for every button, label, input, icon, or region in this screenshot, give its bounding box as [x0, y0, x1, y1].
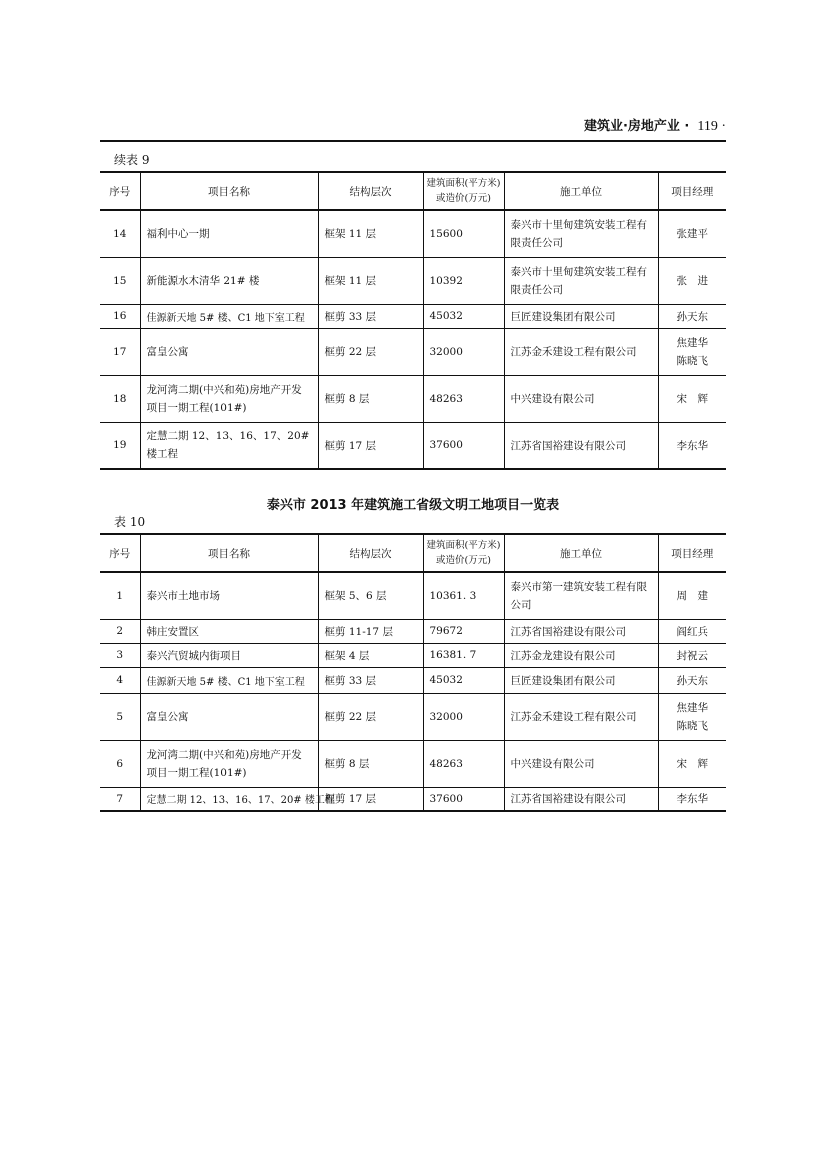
col-header-contractor: 施工单位 [504, 534, 658, 572]
row-structure: 框剪 8 层 [318, 375, 423, 422]
row-manager: 宋 辉 [658, 740, 726, 787]
row-contractor: 江苏省国裕建设有限公司 [504, 422, 658, 469]
row-manager: 孙天东 [658, 304, 726, 328]
table-row [100, 304, 726, 328]
row-manager: 张 进 [658, 257, 726, 304]
row-structure: 框剪 11-17 层 [318, 619, 423, 643]
col-header-area-line1: 建筑面积(平方米) [426, 540, 501, 551]
row-structure: 框剪 17 层 [318, 787, 423, 811]
row-area: 37600 [423, 422, 504, 469]
table10 [100, 533, 726, 812]
row-no: 1 [100, 572, 140, 619]
col-header-structure: 结构层次 [318, 534, 423, 572]
row-structure: 框剪 8 层 [318, 740, 423, 787]
row-name: 泰兴汽贸城内街项目 [140, 643, 318, 667]
row-name: 泰兴市土地市场 [140, 572, 318, 619]
row-structure: 框剪 33 层 [318, 304, 423, 328]
row-manager: 阎红兵 [658, 619, 726, 643]
row-manager-1: 焦建华 [676, 336, 708, 349]
row-contractor: 巨匠建设集团有限公司 [504, 667, 658, 693]
col-header-name: 项目名称 [140, 534, 318, 572]
table-row [100, 257, 726, 304]
row-contractor: 泰兴市十里甸建筑安装工程有限责任公司 [504, 257, 658, 304]
table-row [100, 787, 726, 811]
row-name: 富皇公寓 [140, 693, 318, 740]
row-area: 15600 [423, 210, 504, 257]
row-area: 32000 [423, 328, 504, 375]
row-name: 龙河湾二期(中兴和苑)房地产开发项目一期工程(101#) [140, 740, 318, 787]
row-no: 7 [100, 787, 140, 811]
row-area: 48263 [423, 740, 504, 787]
row-contractor: 江苏金龙建设有限公司 [504, 643, 658, 667]
table9 [100, 171, 726, 470]
col-header-manager: 项目经理 [658, 172, 726, 210]
row-contractor: 中兴建设有限公司 [504, 740, 658, 787]
col-header-structure: 结构层次 [318, 172, 423, 210]
row-manager-2: 陈晓飞 [676, 354, 708, 367]
row-no: 15 [100, 257, 140, 304]
row-contractor: 中兴建设有限公司 [504, 375, 658, 422]
row-structure: 框架 4 层 [318, 643, 423, 667]
row-area: 10392 [423, 257, 504, 304]
row-area: 16381. 7 [423, 643, 504, 667]
row-area: 79672 [423, 619, 504, 643]
row-name: 定慧二期 12、13、16、17、20# 楼工程 [140, 787, 318, 811]
table10-header-row [100, 534, 726, 572]
row-structure: 框剪 22 层 [318, 328, 423, 375]
col-header-area-line2: 或造价(万元) [436, 193, 491, 204]
row-contractor: 江苏金禾建设工程有限公司 [504, 328, 658, 375]
table-row [100, 422, 726, 469]
row-manager-1: 焦建华 [676, 701, 708, 714]
row-no: 4 [100, 667, 140, 693]
col-header-area-line2: 或造价(万元) [436, 555, 491, 566]
row-no: 18 [100, 375, 140, 422]
row-contractor: 江苏金禾建设工程有限公司 [504, 693, 658, 740]
row-manager: 李东华 [658, 787, 726, 811]
row-area: 48263 [423, 375, 504, 422]
row-manager-2: 陈晓飞 [676, 719, 708, 732]
row-manager: 宋 辉 [658, 375, 726, 422]
table10-caption: 表 10 [114, 515, 146, 529]
table-row [100, 572, 726, 619]
row-no: 14 [100, 210, 140, 257]
table-row [100, 740, 726, 787]
table-row [100, 619, 726, 643]
row-manager [658, 693, 726, 740]
row-contractor: 泰兴市第一建筑安装工程有限公司 [504, 572, 658, 619]
row-structure: 框剪 33 层 [318, 667, 423, 693]
row-name: 定慧二期 12、13、16、17、20# 楼工程 [140, 422, 318, 469]
row-contractor: 江苏省国裕建设有限公司 [504, 619, 658, 643]
row-name: 佳源新天地 5# 楼、C1 地下室工程 [140, 667, 318, 693]
col-header-area [423, 534, 504, 572]
row-structure: 框架 11 层 [318, 257, 423, 304]
row-contractor: 巨匠建设集团有限公司 [504, 304, 658, 328]
row-no: 5 [100, 693, 140, 740]
col-header-no: 序号 [100, 534, 140, 572]
row-name: 新能源水木清华 21# 楼 [140, 257, 318, 304]
row-manager: 周 建 [658, 572, 726, 619]
row-no: 6 [100, 740, 140, 787]
row-structure: 框剪 17 层 [318, 422, 423, 469]
row-area: 45032 [423, 304, 504, 328]
row-name: 佳源新天地 5# 楼、C1 地下室工程 [140, 304, 318, 328]
row-no: 17 [100, 328, 140, 375]
table10-title: 泰兴市 2013 年建筑施工省级文明工地项目一览表 [266, 498, 560, 513]
row-manager: 李东华 [658, 422, 726, 469]
row-area: 10361. 3 [423, 572, 504, 619]
table-row [100, 375, 726, 422]
row-manager: 封祝云 [658, 643, 726, 667]
row-structure: 框剪 22 层 [318, 693, 423, 740]
row-no: 3 [100, 643, 140, 667]
col-header-area-line1: 建筑面积(平方米) [426, 178, 501, 189]
row-no: 16 [100, 304, 140, 328]
row-area: 32000 [423, 693, 504, 740]
section-title: 建筑业·房地产业 · [583, 119, 690, 134]
page-number: 119 · [697, 119, 726, 134]
row-manager: 孙天东 [658, 667, 726, 693]
row-manager: 张建平 [658, 210, 726, 257]
table-row [100, 643, 726, 667]
col-header-contractor: 施工单位 [504, 172, 658, 210]
row-name: 富皇公寓 [140, 328, 318, 375]
table9-header-row [100, 172, 726, 210]
row-structure: 框架 11 层 [318, 210, 423, 257]
table-row [100, 328, 726, 375]
row-area: 37600 [423, 787, 504, 811]
table9-caption: 续表 9 [114, 153, 150, 167]
row-manager [658, 328, 726, 375]
col-header-area [423, 172, 504, 210]
row-structure: 框架 5、6 层 [318, 572, 423, 619]
table-row [100, 693, 726, 740]
row-contractor: 江苏省国裕建设有限公司 [504, 787, 658, 811]
row-area: 45032 [423, 667, 504, 693]
row-no: 2 [100, 619, 140, 643]
row-name: 福利中心一期 [140, 210, 318, 257]
row-name: 韩庄安置区 [140, 619, 318, 643]
row-name: 龙河湾二期(中兴和苑)房地产开发项目一期工程(101#) [140, 375, 318, 422]
col-header-name: 项目名称 [140, 172, 318, 210]
col-header-no: 序号 [100, 172, 140, 210]
table-row [100, 667, 726, 693]
running-header [100, 118, 726, 142]
table-row [100, 210, 726, 257]
row-contractor: 泰兴市十里甸建筑安装工程有限责任公司 [504, 210, 658, 257]
col-header-manager: 项目经理 [658, 534, 726, 572]
row-no: 19 [100, 422, 140, 469]
